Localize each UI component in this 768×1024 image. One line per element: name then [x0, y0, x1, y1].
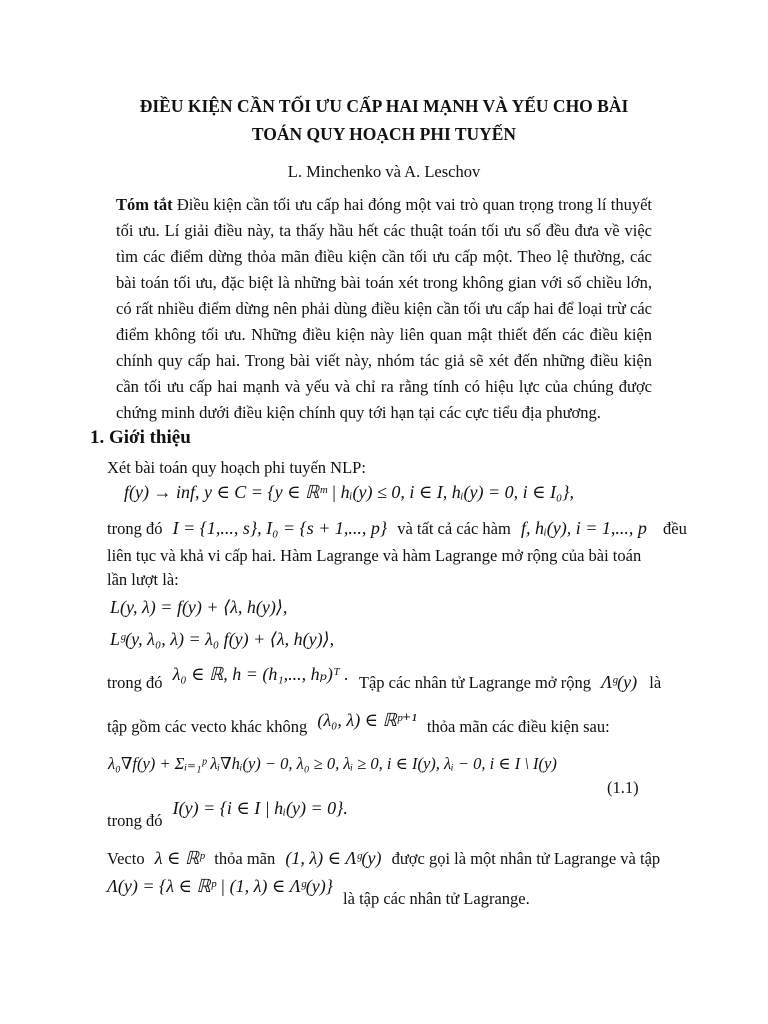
equation-kkt: λ₀∇f(y) + Σᵢ₌₁ᵖ λᵢ∇hᵢ(y) − 0, λ₀ ≥ 0, λᵢ ≥ 0, i ∈ I(y), λᵢ − 0, i ∈ I \ I(y) [108, 754, 557, 773]
title-line-1: ĐIỀU KIỆN CẦN TỐI ƯU CẤP HAI MẠNH VÀ YẾU CHO BÀI [139, 96, 629, 116]
where-line-3 [107, 798, 348, 831]
where1-math: I = {1,..., s}, I₀ = {s + 1,..., p} [172, 518, 388, 538]
where2-mid: Tập các nhân tử Lagrange mở rộng [358, 673, 591, 692]
abstract-text: Điều kiện cần tối ưu cấp hai đóng một vai trò quan trọng trong lí thuyết tối ưu. Lí giải điều này, ta thấy hầu hết các thuật toán tối ưu số đều đưa về việc tìm các điểm dừng thỏa mãn điều kiện cần tối ưu cấp một. Theo lệ thường, các bài toán tối ưu, đặc biệt là những bài toán xét trong không gian với số chiều lớn, có rất nhiều điểm dừng nên phải dùng điều kiện cần tối ưu cấp hai để loại trừ các điểm không tối ưu. Những điều kiện này liên quan mật thiết đến các điều kiện chính quy cấp hai. Trong bài viết này, nhóm tác giả sẽ xét đến những điều kiện cần tối ưu cấp hai mạnh và yếu và chỉ ra rằng tính có hiệu lực của chúng được chứng minh dưới điều kiện chính quy tới hạn tại các cực tiểu địa phương. [116, 195, 653, 422]
authors: L. Minchenko và A. Leschov [287, 162, 481, 181]
section-number: 1. [90, 427, 105, 448]
where-line-1 [107, 518, 687, 539]
equation-nlp: f(y) → inf, y ∈ C = {y ∈ ℝᵐ | hᵢ(y) ≤ 0, i ∈ I, hᵢ(y) = 0, i ∈ I₀}, [124, 482, 574, 502]
paper-title [80, 92, 688, 148]
cont-line-2: lần lượt là: [107, 570, 179, 589]
vec-math2: (1, λ) ∈ Λᵍ(y) [285, 848, 382, 868]
intro-text: Xét bài toán quy hoạch phi tuyến NLP: [107, 458, 366, 477]
cont-line-1: liên tục và khả vi cấp hai. Hàm Lagrange và hàm Lagrange mở rộng của bài toán [107, 546, 642, 565]
where1-math2: f, hᵢ(y), i = 1,..., p [520, 518, 647, 538]
where1-mid: và tất cả các hàm [397, 519, 511, 538]
vec-math: λ ∈ ℝᵖ [154, 848, 205, 868]
vector-line [107, 848, 660, 869]
title-line-2: TOÁN QUY HOẠCH PHI TUYẾN [251, 124, 517, 144]
where1-lead: trong đó [107, 519, 163, 538]
where2-lead: trong đó [107, 673, 163, 692]
set-tail: thỏa mãn các điều kiện sau: [426, 717, 610, 736]
lagrange-set-line [107, 876, 530, 908]
where2-math2: Λᵍ(y) [601, 672, 638, 692]
where2-tail: là [649, 673, 662, 692]
where-line-2 [107, 664, 662, 693]
where3-lead: trong đó [107, 811, 163, 830]
section-heading [90, 427, 191, 449]
set-line [107, 710, 610, 737]
set-math: (λ₀, λ) ∈ ℝᵖ⁺¹ [317, 710, 417, 730]
set-lead: tập gồm các vecto khác không [107, 717, 308, 736]
equation-number: (1.1) [607, 778, 639, 797]
section-title: Giới thiệu [109, 427, 191, 448]
lam-math: Λ(y) = {λ ∈ ℝᵖ | (1, λ) ∈ Λᵍ(y)} [107, 876, 333, 896]
where1-tail: đều [663, 519, 687, 538]
equation-lagrange-extended: Lᵍ(y, λ₀, λ) = λ₀ f(y) + ⟨λ, h(y)⟩, [110, 629, 335, 649]
abstract [116, 192, 652, 426]
abstract-label: Tóm tắt [116, 195, 173, 214]
where2-math: λ₀ ∈ ℝ, h = (h₁,..., hₚ)ᵀ . [172, 664, 349, 684]
lam-tail: là tập các nhân tử Lagrange. [343, 889, 530, 908]
vec-tail: được gọi là một nhân tử Lagrange và tập [391, 849, 661, 868]
vec-mid: thỏa mãn [214, 849, 276, 868]
equation-lagrange: L(y, λ) = f(y) + ⟨λ, h(y)⟩, [110, 597, 288, 617]
where3-math: I(y) = {i ∈ I | hᵢ(y) = 0}. [172, 798, 348, 818]
vec-lead: Vecto [107, 849, 145, 868]
